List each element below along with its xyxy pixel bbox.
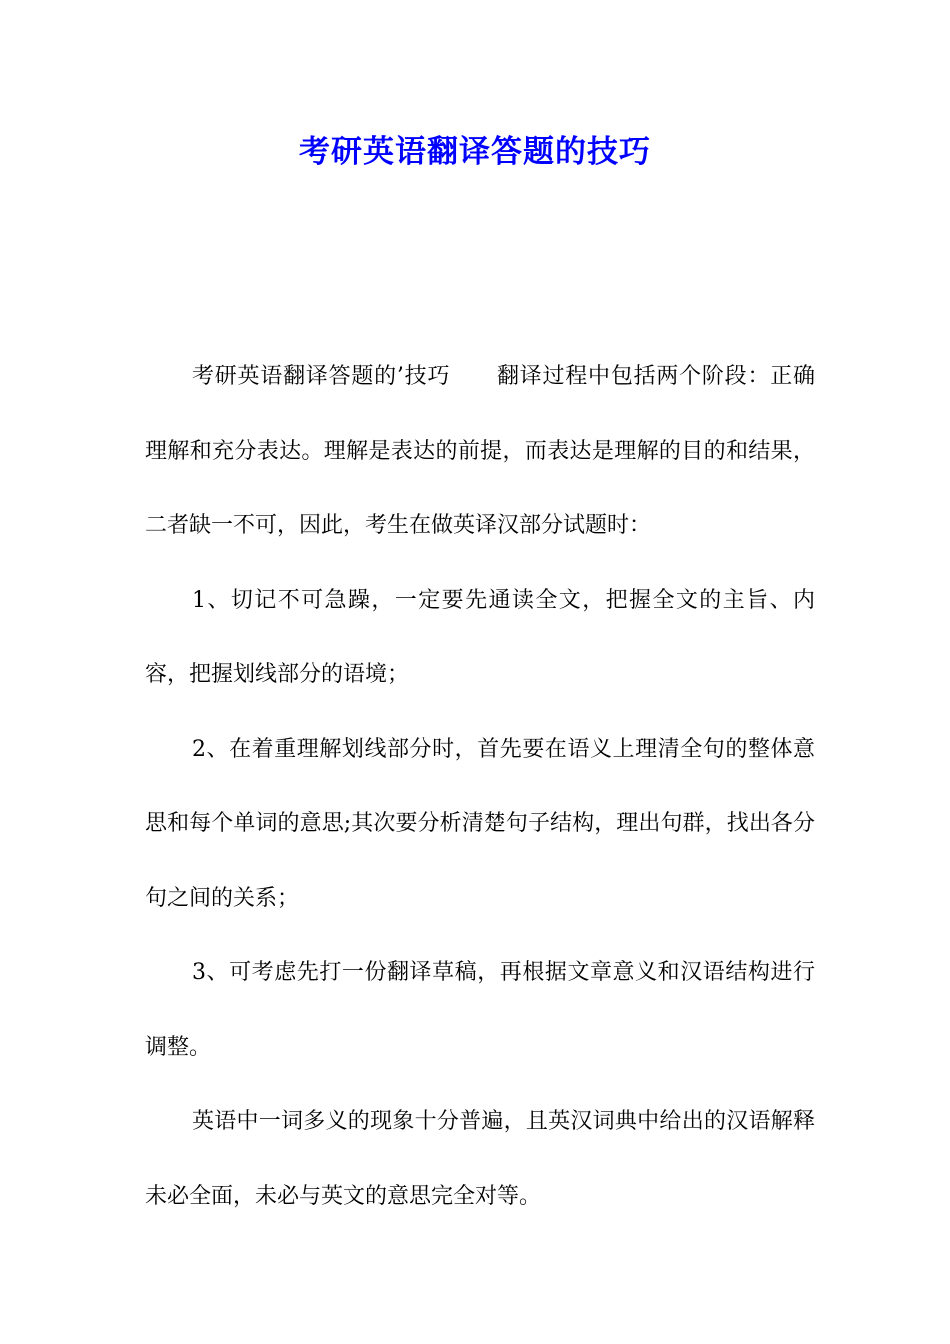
document-title: 考研英语翻译答题的技巧: [299, 134, 651, 170]
paragraph-lead: 考研英语翻译答题的’技巧: [192, 364, 451, 389]
document-body: [145, 340, 815, 1234]
paragraph-item-2: 2、在着重理解划线部分时，首先要在语义上理清全句的整体意思和每个单词的意思;其次要分析清楚句子结构，理出句群，找出各分句之间的关系；: [145, 736, 815, 911]
paragraph-text: 翻译过程中包括两个阶段：正确理解和充分表达。理解是表达的前提，而表达是理解的目的和结果，二者缺一不可，因此，考生在做英译汉部分试题时：: [145, 364, 815, 538]
paragraph-item-1: 1、切记不可急躁，一定要先通读全文，把握全文的主旨、内容，把握划线部分的语境；: [145, 587, 815, 687]
paragraph-item-3: 3、可考虑先打一份翻译草稿，再根据文章意义和汉语结构进行调整。: [145, 960, 815, 1060]
paragraph-polysemy: 英语中一词多义的现象十分普遍，且英汉词典中给出的汉语解释未必全面，未必与英文的意思完全对等。: [145, 1109, 815, 1209]
paragraph-intro: [145, 340, 815, 564]
